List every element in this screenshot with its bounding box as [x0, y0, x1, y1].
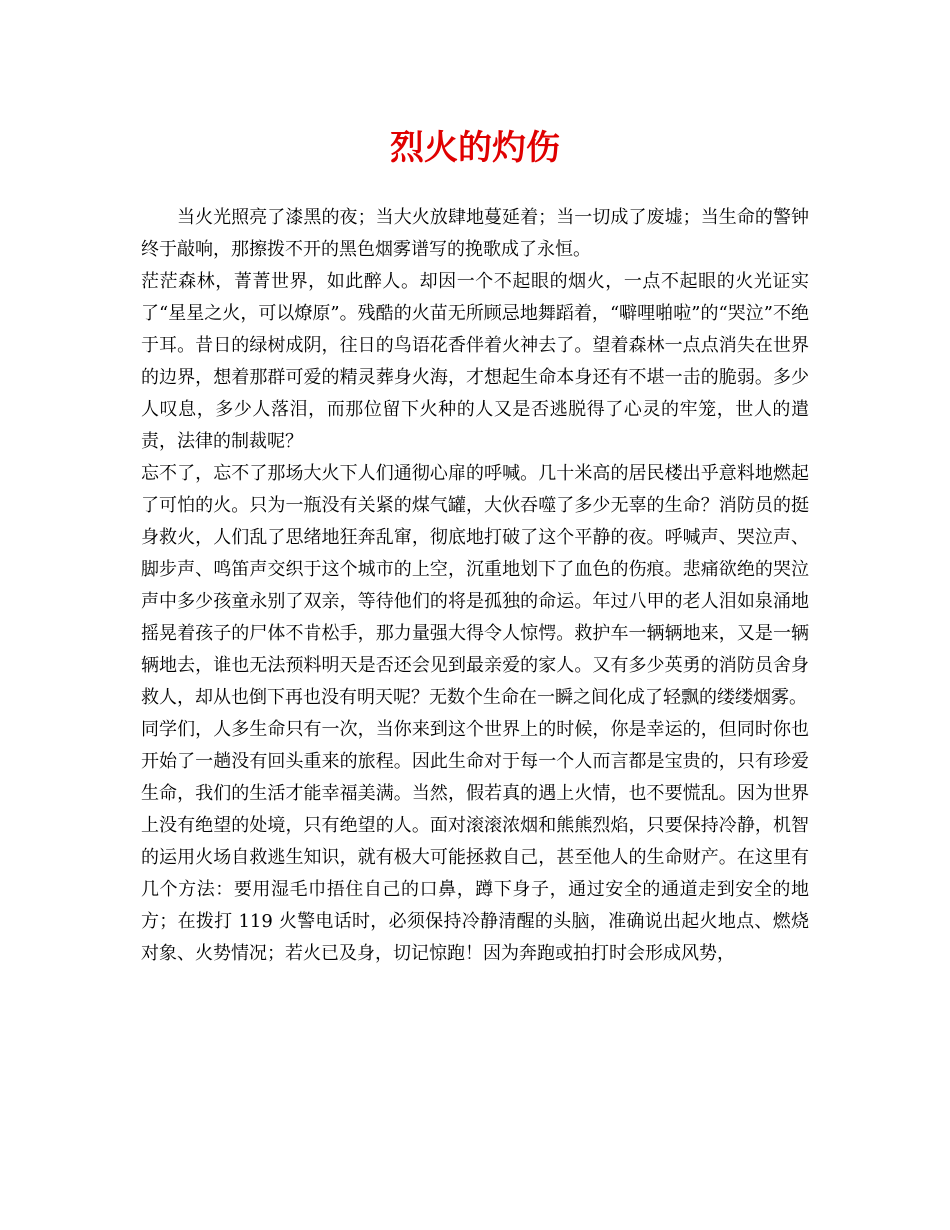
paragraph-3: 忘不了，忘不了那场大火下人们通彻心扉的呼喊。几十米高的居民楼出乎意料地燃起了可怕的火。只为一瓶没有关紧的煤气罐，大伙吞噬了多少无辜的生命？消防员的挺身救火，人们乱了思绪地狂奔乱窜，彻底地打破了这个平静的夜。呼喊声、哭泣声、脚步声、鸣笛声交织于这个城市的上空，沉重地划下了血色的伤痕。悲痛欲绝的哭泣声中多少孩童永别了双亲，等待他们的将是孤独的命运。年过八甲的老人泪如泉涌地摇晃着孩子的尸体不肯松手，那力量强大得令人惊愕。救护车一辆辆地来，又是一辆辆地去，谁也无法预料明天是否还会见到最亲爱的家人。又有多少英勇的消防员舍身救人，却从也倒下再也没有明天呢？无数个生命在一瞬之间化成了轻飘的缕缕烟雾。	[141, 463, 809, 708]
paragraph-4: 同学们，人多生命只有一次，当你来到这个世界上的时候，你是幸运的，但同时你也开始了一趟没有回头重来的旅程。因此生命对于每一个人而言都是宝贵的，只有珍爱生命，我们的生活才能幸福美满。当然，假若真的遇上火情，也不要慌乱。因为世界上没有绝望的处境，只有绝望的人。面对滚滚浓烟和熊熊烈焰，只要保持冷静，机智的运用火场自救逃生知识，就有极大可能拯救自己，甚至他人的生命财产。在这里有几个方法：要用湿毛巾捂住自己的口鼻，蹲下身子，通过安全的通道走到安全的地方；在拨打 119 火警电话时，必须保持冷静清醒的头脑，准确说出起火地点、燃烧对象、火势情况；若火已及身，切记惊跑！因为奔跑或拍打时会形成风势，	[141, 719, 809, 964]
paragraph-2: 茫茫森林，菁菁世界，如此醉人。却因一个不起眼的烟火，一点不起眼的火光证实了“星星之火，可以燎原”。残酷的火苗无所顾忌地舞蹈着，“噼哩啪啦”的“哭泣”不绝于耳。昔日的绿树成阴，往日的鸟语花香伴着火神去了。望着森林一点点消失在世界的边界，想着那群可爱的精灵葬身火海，才想起生命本身还有不堪一击的脆弱。多少人叹息，多少人落泪，而那位留下火种的人又是否逃脱得了心灵的牢笼，世人的遣责，法律的制裁呢？	[141, 271, 809, 452]
paragraph-1: 当火光照亮了漆黑的夜；当大火放肆地蔓延着；当一切成了废墟；当生命的警钟终于敲响，那擦拨不开的黑色烟雾谱写的挽歌成了永恒。	[141, 207, 809, 260]
document-title: 烈火的灼伤	[390, 128, 560, 168]
document-body	[141, 202, 809, 970]
